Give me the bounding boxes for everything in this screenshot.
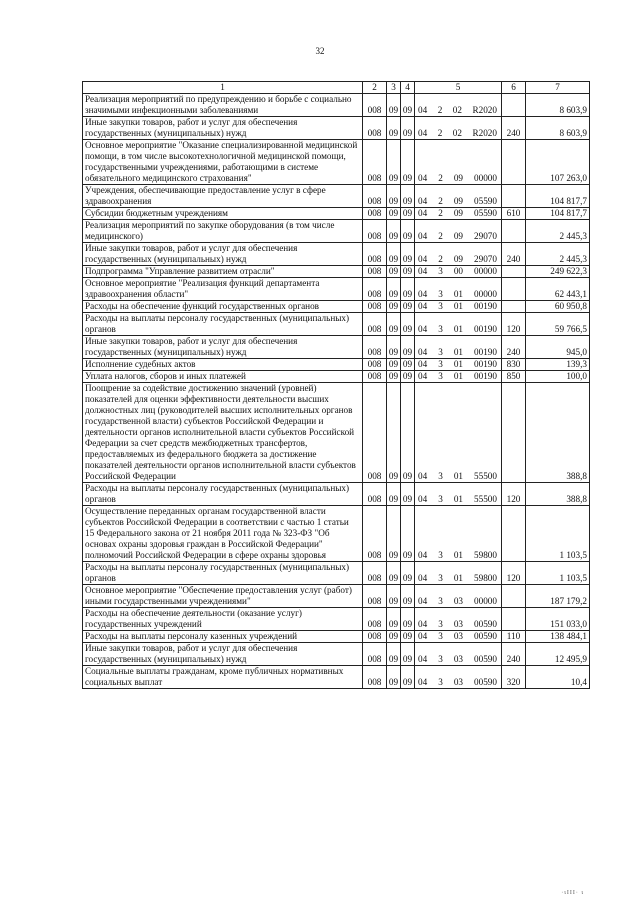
row-amount: 249 622,3 (526, 266, 590, 278)
row-target-article (415, 371, 502, 383)
row-name: Расходы на выплаты персоналу государственных (муниципальных) органов (83, 483, 363, 506)
row-target-article (415, 336, 502, 359)
row-code-ministry: 008 (363, 243, 387, 266)
target-article-part: 3 (438, 573, 443, 583)
target-article-part: 00190 (474, 371, 497, 381)
target-article-part: 04 (418, 619, 428, 629)
target-article-part: 00190 (474, 301, 497, 311)
target-article-part: 00000 (474, 266, 497, 276)
col-header-7: 7 (526, 82, 590, 94)
target-article-part: 04 (418, 347, 428, 357)
table-row (83, 585, 590, 608)
row-code-subsection: 09 (401, 313, 415, 336)
target-article-part: 01 (453, 494, 463, 504)
table-row (83, 94, 590, 117)
row-code-section: 09 (387, 94, 401, 117)
row-code-section: 09 (387, 643, 401, 666)
table-row (83, 631, 590, 643)
row-expense-type: 240 (502, 643, 526, 666)
col-header-5: 5 (415, 82, 502, 94)
row-name: Расходы на обеспечение деятельности (оказание услуг) государственных учреждений (83, 608, 363, 631)
target-article-part: 29070 (474, 231, 497, 241)
target-article-part: 04 (418, 254, 428, 264)
row-target-article (415, 383, 502, 483)
row-expense-type (502, 278, 526, 301)
target-article-part: 00590 (474, 619, 497, 629)
row-expense-type (502, 608, 526, 631)
row-code-section: 09 (387, 608, 401, 631)
row-amount: 100,0 (526, 371, 590, 383)
row-target-article (415, 643, 502, 666)
row-code-subsection: 09 (401, 666, 415, 689)
row-name: Учреждения, обеспечивающие предоставление услуг в сфере здравоохранения (83, 185, 363, 208)
target-article-part: 03 (453, 596, 463, 606)
target-article-part: 00590 (474, 631, 497, 641)
target-article-part: 03 (453, 631, 463, 641)
target-article-part: 00190 (474, 347, 497, 357)
row-target-article (415, 483, 502, 506)
row-code-ministry: 008 (363, 562, 387, 585)
row-expense-type: 320 (502, 666, 526, 689)
row-name: Расходы на выплаты персоналу государственных (муниципальных) органов (83, 313, 363, 336)
target-article-part: 03 (453, 654, 463, 664)
row-code-ministry: 008 (363, 643, 387, 666)
row-code-section: 09 (387, 585, 401, 608)
row-name: Реализация мероприятий по предупреждению и борьбе с социально значимыми инфекционными заболеваниями (83, 94, 363, 117)
col-header-1: 1 (83, 82, 363, 94)
target-article-part: 05590 (474, 196, 497, 206)
row-code-subsection: 09 (401, 266, 415, 278)
row-code-ministry: 008 (363, 117, 387, 140)
row-code-section: 09 (387, 220, 401, 243)
row-code-subsection: 09 (401, 301, 415, 313)
target-article-part: 2 (437, 105, 443, 115)
row-code-subsection: 09 (401, 359, 415, 371)
table-row (83, 608, 590, 631)
row-code-section: 09 (387, 336, 401, 359)
col-header-2: 2 (363, 82, 387, 94)
row-target-article (415, 666, 502, 689)
row-code-section: 09 (387, 666, 401, 689)
row-amount: 104 817,7 (526, 185, 590, 208)
row-code-ministry: 008 (363, 278, 387, 301)
row-code-subsection: 09 (401, 336, 415, 359)
budget-table (82, 81, 590, 689)
row-target-article (415, 313, 502, 336)
target-article-part: 00000 (474, 173, 497, 183)
row-code-section: 09 (387, 185, 401, 208)
row-code-section: 09 (387, 313, 401, 336)
target-article-part: 04 (418, 173, 428, 183)
table-row (83, 336, 590, 359)
row-code-subsection: 09 (401, 185, 415, 208)
target-article-part: 55500 (474, 494, 497, 504)
row-name: Исполнение судебных актов (83, 359, 363, 371)
row-expense-type (502, 301, 526, 313)
row-code-subsection: 09 (401, 371, 415, 383)
row-code-section: 09 (387, 243, 401, 266)
row-code-subsection: 09 (401, 643, 415, 666)
target-article-part: 3 (438, 677, 443, 687)
table-body (83, 94, 590, 689)
target-article-part: 3 (438, 619, 443, 629)
table-row (83, 483, 590, 506)
target-article-part: 00000 (474, 596, 497, 606)
row-code-subsection: 09 (401, 506, 415, 562)
target-article-part: 04 (418, 324, 428, 334)
row-code-subsection: 09 (401, 383, 415, 483)
row-expense-type: 830 (502, 359, 526, 371)
row-code-section: 09 (387, 208, 401, 220)
row-target-article (415, 94, 502, 117)
row-code-section: 09 (387, 383, 401, 483)
row-code-section: 09 (387, 371, 401, 383)
row-expense-type: 110 (502, 631, 526, 643)
row-amount: 151 033,0 (526, 608, 590, 631)
target-article-part: 09 (453, 173, 463, 183)
target-article-part: 04 (418, 631, 428, 641)
row-expense-type (502, 140, 526, 185)
row-code-subsection: 09 (401, 608, 415, 631)
target-article-part: 00590 (474, 677, 497, 687)
row-name: Основное мероприятие "Оказание специализированной медицинской помощи, в том числе высокотехнологичной медицинской помощи, государственными учреждениями, работающими в системе обязательного медицинского страхования" (83, 140, 363, 185)
row-target-article (415, 185, 502, 208)
table-row (83, 371, 590, 383)
target-article-part: 3 (438, 301, 443, 311)
target-article-part: 3 (438, 631, 443, 641)
row-code-ministry: 008 (363, 220, 387, 243)
row-target-article (415, 220, 502, 243)
row-code-ministry: 008 (363, 608, 387, 631)
target-article-part: 01 (453, 550, 463, 560)
target-article-part: 3 (438, 371, 443, 381)
target-article-part: 01 (453, 371, 463, 381)
row-expense-type: 120 (502, 562, 526, 585)
target-article-part: 01 (453, 301, 463, 311)
col-header-6: 6 (502, 82, 526, 94)
row-target-article (415, 140, 502, 185)
row-code-ministry: 008 (363, 185, 387, 208)
row-target-article (415, 301, 502, 313)
target-article-part: 04 (418, 596, 428, 606)
row-amount: 388,8 (526, 483, 590, 506)
row-expense-type: 240 (502, 243, 526, 266)
row-name: Основное мероприятие "Обеспечение предоставления услуг (работ) иными государственными учреждениями" (83, 585, 363, 608)
table-row (83, 359, 590, 371)
target-article-part: 04 (418, 105, 428, 115)
row-code-subsection: 09 (401, 220, 415, 243)
row-target-article (415, 243, 502, 266)
target-article-part: 01 (453, 324, 463, 334)
row-code-section: 09 (387, 117, 401, 140)
target-article-part: 01 (453, 289, 463, 299)
target-article-part: 04 (418, 301, 428, 311)
row-amount: 8 603,9 (526, 117, 590, 140)
row-name: Расходы на выплаты персоналу государственных (муниципальных) органов (83, 562, 363, 585)
target-article-part: 3 (438, 347, 443, 357)
target-article-part: 02 (452, 105, 462, 115)
row-code-ministry: 008 (363, 301, 387, 313)
row-code-subsection: 09 (401, 585, 415, 608)
row-code-subsection: 09 (401, 94, 415, 117)
row-expense-type (502, 585, 526, 608)
row-target-article (415, 608, 502, 631)
target-article-part: 2 (437, 128, 443, 138)
target-article-part: 09 (453, 196, 463, 206)
row-code-section: 09 (387, 631, 401, 643)
row-expense-type: 240 (502, 336, 526, 359)
row-code-section: 09 (387, 266, 401, 278)
row-expense-type: 240 (502, 117, 526, 140)
table-row (83, 278, 590, 301)
row-code-section: 09 (387, 562, 401, 585)
row-code-section: 09 (387, 483, 401, 506)
row-code-section: 09 (387, 359, 401, 371)
row-code-section: 09 (387, 301, 401, 313)
target-article-part: 2 (438, 196, 443, 206)
row-code-subsection: 09 (401, 562, 415, 585)
target-article-part: 3 (438, 494, 443, 504)
row-amount: 945,0 (526, 336, 590, 359)
table-row (83, 266, 590, 278)
row-expense-type (502, 185, 526, 208)
row-name: Реализация мероприятий по закупке оборудования (в том числе медицинского) (83, 220, 363, 243)
row-expense-type: 120 (502, 313, 526, 336)
target-article-part: 3 (438, 654, 443, 664)
row-expense-type: 610 (502, 208, 526, 220)
row-name: Осуществление переданных органам государственной власти субъектов Российской Федерации в соответствии с частью 1 статьи 15 Федерального закона от 21 ноября 2011 года № 323-ФЗ "Об основах охраны здоровья граждан в Российской Федерации" полномочий Российской Федерации в сфере охраны здоровья (83, 506, 363, 562)
row-code-section: 09 (387, 140, 401, 185)
row-amount: 107 263,0 (526, 140, 590, 185)
target-article-part: 04 (418, 573, 428, 583)
table-row (83, 313, 590, 336)
target-article-part: 55500 (474, 471, 497, 481)
target-article-part: 3 (438, 471, 443, 481)
target-article-part: 03 (453, 677, 463, 687)
target-article-part: 04 (418, 494, 428, 504)
target-article-part: 29070 (474, 254, 497, 264)
row-name: Расходы на обеспечение функций государственных органов (83, 301, 363, 313)
table-row (83, 117, 590, 140)
table-header-row (83, 82, 590, 94)
row-code-section: 09 (387, 278, 401, 301)
table-row (83, 243, 590, 266)
target-article-part: 09 (453, 231, 463, 241)
row-name: Иные закупки товаров, работ и услуг для обеспечения государственных (муниципальных) нужд (83, 243, 363, 266)
row-name: Иные закупки товаров, работ и услуг для обеспечения государственных (муниципальных) нужд (83, 117, 363, 140)
target-article-part: 04 (418, 550, 428, 560)
target-article-part: 04 (418, 208, 428, 218)
table-row (83, 208, 590, 220)
table-row (83, 140, 590, 185)
target-article-part: 04 (418, 289, 428, 299)
target-article-part: 01 (453, 347, 463, 357)
target-article-part: 00190 (474, 324, 497, 334)
table-row (83, 185, 590, 208)
target-article-part: 04 (418, 471, 428, 481)
row-target-article (415, 631, 502, 643)
target-article-part: 01 (453, 471, 463, 481)
row-name: Социальные выплаты гражданам, кроме публичных нормативных социальных выплат (83, 666, 363, 689)
target-article-part: 04 (418, 128, 428, 138)
row-amount: 2 445,3 (526, 220, 590, 243)
row-expense-type: 120 (502, 483, 526, 506)
target-article-part: 59800 (474, 550, 497, 560)
row-amount: 2 445,3 (526, 243, 590, 266)
target-article-part: 04 (418, 654, 428, 664)
row-amount: 138 484,1 (526, 631, 590, 643)
row-code-ministry: 008 (363, 94, 387, 117)
row-expense-type: 850 (502, 371, 526, 383)
target-article-part: 2 (438, 208, 443, 218)
target-article-part: 00590 (474, 654, 497, 664)
target-article-part: 03 (453, 619, 463, 629)
row-code-ministry: 008 (363, 506, 387, 562)
row-code-ministry: 008 (363, 266, 387, 278)
row-code-ministry: 008 (363, 585, 387, 608)
row-code-ministry: 008 (363, 631, 387, 643)
table-row (83, 220, 590, 243)
row-code-ministry: 008 (363, 359, 387, 371)
table-row (83, 666, 590, 689)
row-amount: 8 603,9 (526, 94, 590, 117)
row-amount: 388,8 (526, 383, 590, 483)
row-name: Расходы на выплаты персоналу казенных учреждений (83, 631, 363, 643)
target-article-part: 04 (418, 231, 428, 241)
row-expense-type (502, 266, 526, 278)
row-code-subsection: 09 (401, 208, 415, 220)
row-code-ministry: 008 (363, 140, 387, 185)
row-code-ministry: 008 (363, 371, 387, 383)
target-article-part: 05590 (474, 208, 497, 218)
row-code-ministry: 008 (363, 336, 387, 359)
row-code-section: 09 (387, 506, 401, 562)
row-code-subsection: 09 (401, 140, 415, 185)
target-article-part: R2020 (472, 128, 497, 138)
scan-mark: ·ιΙΙΙ· ι (561, 890, 584, 896)
row-target-article (415, 562, 502, 585)
row-amount: 10,4 (526, 666, 590, 689)
row-name: Иные закупки товаров, работ и услуг для обеспечения государственных (муниципальных) нужд (83, 643, 363, 666)
row-name: Поощрение за содействие достижению значений (уровней) показателей для оценки эффективности деятельности высших должностных лиц (руководителей высших исполнительных органов государственной власти) субъектов Российской Федерации и деятельности органов исполнительной власти субъектов Российской Федерации за счет средств межбюджетных трансфертов, предоставляемых из федерального бюджета за достижение показателей деятельности органов исполнительной власти субъектов Российской Федерации (83, 383, 363, 483)
target-article-part: 3 (438, 324, 443, 334)
row-code-subsection: 09 (401, 483, 415, 506)
row-expense-type (502, 506, 526, 562)
table-row (83, 506, 590, 562)
target-article-part: 3 (438, 550, 443, 560)
target-article-part: 3 (438, 359, 443, 369)
row-target-article (415, 266, 502, 278)
row-amount: 12 495,9 (526, 643, 590, 666)
row-amount: 60 950,8 (526, 301, 590, 313)
row-amount: 1 103,5 (526, 506, 590, 562)
row-amount: 1 103,5 (526, 562, 590, 585)
row-target-article (415, 208, 502, 220)
row-amount: 62 443,1 (526, 278, 590, 301)
row-expense-type (502, 94, 526, 117)
target-article-part: 3 (438, 289, 443, 299)
target-article-part: 59800 (474, 573, 497, 583)
target-article-part: R2020 (472, 105, 497, 115)
target-article-part: 01 (453, 573, 463, 583)
table-row (83, 643, 590, 666)
target-article-part: 00 (453, 266, 463, 276)
row-code-ministry: 008 (363, 383, 387, 483)
row-code-subsection: 09 (401, 278, 415, 301)
table-row (83, 301, 590, 313)
target-article-part: 04 (418, 266, 428, 276)
row-code-subsection: 09 (401, 243, 415, 266)
row-name: Уплата налогов, сборов и иных платежей (83, 371, 363, 383)
row-code-subsection: 09 (401, 117, 415, 140)
target-article-part: 01 (453, 359, 463, 369)
row-code-ministry: 008 (363, 208, 387, 220)
table-row (83, 562, 590, 585)
row-target-article (415, 359, 502, 371)
row-amount: 139,3 (526, 359, 590, 371)
target-article-part: 09 (453, 208, 463, 218)
target-article-part: 02 (452, 128, 462, 138)
target-article-part: 3 (438, 596, 443, 606)
row-code-subsection: 09 (401, 631, 415, 643)
row-target-article (415, 506, 502, 562)
row-name: Субсидии бюджетным учреждениям (83, 208, 363, 220)
page-number: 32 (315, 46, 325, 56)
target-article-part: 2 (438, 173, 443, 183)
target-article-part: 2 (438, 254, 443, 264)
row-expense-type (502, 220, 526, 243)
target-article-part: 3 (438, 266, 443, 276)
row-target-article (415, 585, 502, 608)
row-amount: 187 179,2 (526, 585, 590, 608)
col-header-3: 3 (387, 82, 401, 94)
target-article-part: 04 (418, 359, 428, 369)
row-target-article (415, 278, 502, 301)
target-article-part: 04 (418, 371, 428, 381)
col-header-4: 4 (401, 82, 415, 94)
target-article-part: 2 (438, 231, 443, 241)
target-article-part: 04 (418, 196, 428, 206)
target-article-part: 00000 (474, 289, 497, 299)
row-code-ministry: 008 (363, 313, 387, 336)
table-row (83, 383, 590, 483)
row-name: Иные закупки товаров, работ и услуг для обеспечения государственных (муниципальных) нужд (83, 336, 363, 359)
target-article-part: 00190 (474, 359, 497, 369)
row-code-ministry: 008 (363, 666, 387, 689)
row-code-ministry: 008 (363, 483, 387, 506)
row-amount: 104 817,7 (526, 208, 590, 220)
row-amount: 59 766,5 (526, 313, 590, 336)
row-name: Подпрограмма "Управление развитием отрасли" (83, 266, 363, 278)
target-article-part: 09 (453, 254, 463, 264)
row-expense-type (502, 383, 526, 483)
target-article-part: 04 (418, 677, 428, 687)
row-target-article (415, 117, 502, 140)
row-name: Основное мероприятие "Реализация функций департамента здравоохранения области" (83, 278, 363, 301)
